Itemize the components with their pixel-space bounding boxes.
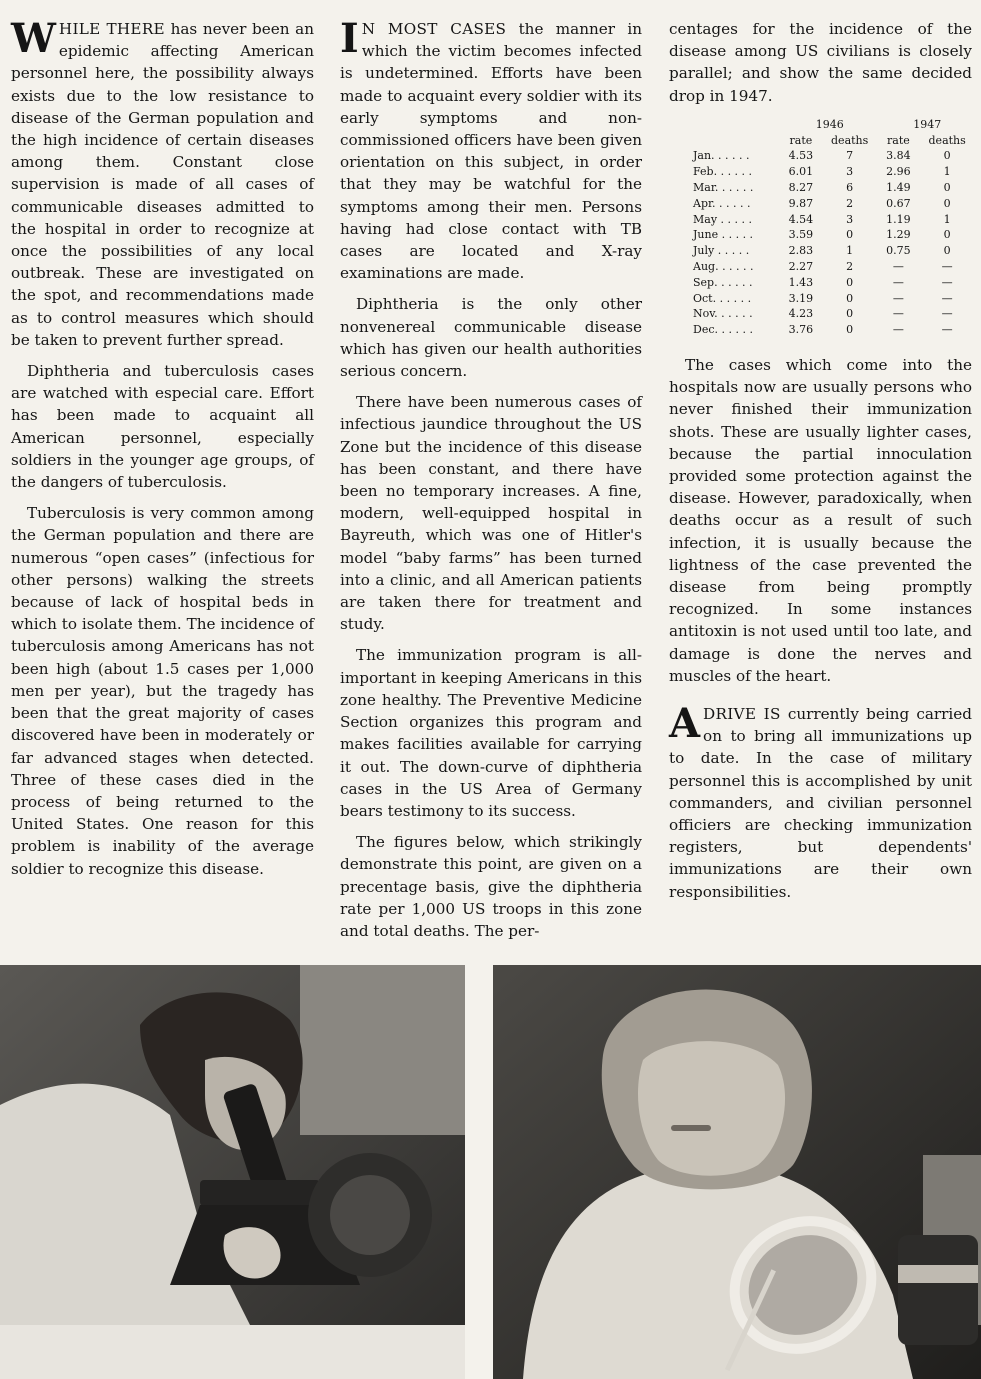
deaths-1947-cell: 1 (943, 165, 951, 179)
deaths-1947-cell: 0 (943, 196, 951, 210)
rate-1946-cell: 2.83 (788, 244, 814, 258)
rate-1947-cell: 0.67 (886, 196, 911, 210)
table-row (691, 227, 976, 243)
month-cell: Feb. . . . . . (693, 165, 753, 179)
paragraph: centages for the incidence of the disease among US civilians is closely parallel; and show the same decided drop in 1947. (669, 20, 972, 105)
paragraph (669, 700, 972, 903)
diphtheria-rate-table (691, 117, 976, 338)
deaths-1947-cell: — (941, 323, 953, 337)
month-cell: Apr. . . . . . (693, 196, 751, 210)
rate-1947-cell: — (892, 259, 904, 273)
rate-1946-cell: 1.43 (788, 275, 814, 289)
deaths-header: deaths (928, 133, 966, 147)
rate-1947-cell: 1.29 (886, 228, 911, 242)
paragraph-text: the manner in which the victim becomes infected is undetermined. Efforts have been made to acquaint every soldier with its early symptoms and non-commissioned officers have been given orientation on this subject, in order that they may be watchful for the symptoms among their men. Persons having had close contact with TB cases are located and X-ray examinations are made. (340, 20, 642, 283)
deaths-header: deaths (831, 133, 869, 147)
paragraph: The figures below, which strikingly demonstrate this point, are given on a precentage basis, give the diphtheria rate per 1,000 US troops in this zone and total deaths. The per- (340, 833, 642, 940)
paragraph (11, 15, 314, 351)
rate-1946-cell: 3.59 (788, 228, 814, 242)
deaths-1947-cell: 0 (943, 149, 951, 163)
deaths-1947-cell: — (941, 259, 953, 273)
table-row (691, 259, 976, 275)
rate-1946-cell: 4.53 (788, 149, 814, 163)
paragraph: The cases which come into the hospitals now are usually persons who never finished their immunization shots. These are usually lighter cases, because the partial innoculation provided some protection against the disease. However, paradoxically, when deaths occur as a result of such infection, it is usually because the lightness of the case prevented the disease from being promptly recognized. In some instances antitoxin is not used until too late, and damage is done the nerves and muscles of the heart. (669, 355, 972, 685)
year-1946-header: 1946 (815, 117, 844, 131)
deaths-1947-cell: — (941, 275, 953, 289)
deaths-1946-cell: 6 (846, 181, 854, 194)
month-cell: July . . . . . (693, 244, 750, 258)
deaths-1946-cell: 3 (846, 165, 854, 179)
deaths-1946-cell: 2 (846, 259, 854, 273)
month-cell: Aug. . . . . . (693, 259, 754, 273)
photo-woman-with-petri-dish-image (493, 965, 981, 1379)
deaths-1947-cell: 1 (943, 212, 951, 226)
table-row (691, 196, 976, 212)
deaths-1947-cell: 0 (943, 181, 951, 194)
rate-1946-cell: 9.87 (788, 196, 814, 210)
rate-1947-cell: — (892, 307, 904, 321)
article-column-1 (11, 15, 314, 889)
rate-1947-cell: — (892, 275, 904, 289)
deaths-1947-cell: 0 (943, 244, 951, 258)
month-cell: Dec. . . . . . (693, 323, 753, 337)
lead-in: DRIVE IS (703, 705, 781, 724)
table-row (691, 322, 976, 338)
paragraph (340, 15, 642, 284)
lead-in: N MOST CASES (361, 20, 507, 38)
rate-1946-cell: 8.27 (788, 181, 814, 194)
paragraph: There have been numerous cases of infectious jaundice throughout the US Zone but the incidence of this disease has been constant, and there have been no temporary increases. A fine, modern, well-equipped hospital in Bayreuth, which was one of Hitler's model “baby farms” has been turned into a clinic, and all American patients are taken there for treatment and study. (340, 393, 642, 634)
deaths-1946-cell: 7 (846, 149, 854, 163)
drop-cap: W (11, 15, 56, 62)
table-body (691, 148, 976, 338)
deaths-1946-cell: 3 (846, 212, 854, 226)
table-row (691, 180, 976, 196)
table-year-row (691, 117, 976, 133)
rate-1947-cell: 0.75 (886, 244, 911, 258)
paragraph-text: currently being carried on to bring all immunizations up to date. In the case of military personnel this is accomplished by unit commanders, and civilian personnel officiers are checking immunization registers, but dependents' immunizations are their own responsibilities. (669, 705, 972, 901)
rate-1946-cell: 3.19 (788, 291, 814, 305)
month-cell: Nov. . . . . . (693, 307, 753, 321)
table-row (691, 212, 976, 228)
year-1947-header: 1947 (913, 117, 942, 131)
deaths-1946-cell: 1 (846, 244, 854, 258)
deaths-1946-cell: 0 (846, 307, 854, 321)
table-row (691, 164, 976, 180)
rate-1946-cell: 4.54 (788, 212, 814, 226)
article-column-3 (669, 18, 972, 912)
photo-woman-at-microscope (0, 965, 465, 1379)
photo-woman-at-microscope-image (0, 965, 465, 1379)
table-corner-cell (691, 117, 781, 133)
rate-1946-cell: 6.01 (788, 165, 814, 179)
paragraph: The immunization program is all-important in keeping Americans in this zone healthy. The Preventive Medicine Section organizes this program and makes facilities available for carrying it out. The down-curve of diphtheria cases in the US Area of Germany bears testimony to its success. (340, 646, 642, 820)
rate-header: rate (789, 133, 813, 147)
rate-1947-cell: 1.19 (886, 212, 911, 226)
deaths-1946-cell: 2 (846, 196, 854, 210)
paragraph: Diphtheria is the only other nonvenereal communicable disease which has given our health authorities serious concern. (340, 295, 642, 381)
deaths-1947-cell: — (941, 307, 953, 321)
table-row (691, 275, 976, 291)
deaths-1947-cell: — (941, 291, 953, 305)
rate-header: rate (887, 133, 910, 147)
rate-1947-cell: 3.84 (886, 149, 911, 163)
rate-1946-cell: 3.76 (788, 323, 814, 337)
lead-in: HILE THERE (58, 20, 165, 38)
rate-1947-cell: 1.49 (886, 181, 911, 194)
table-column-header-row (691, 133, 976, 149)
month-cell: Sep. . . . . . (693, 275, 753, 289)
drop-cap: I (340, 15, 359, 62)
table-row (691, 291, 976, 307)
deaths-1947-cell: 0 (943, 228, 951, 242)
month-cell: Jan. . . . . . (693, 149, 750, 163)
table-corner-cell (691, 133, 781, 149)
table-row (691, 148, 976, 164)
rate-1947-cell: — (892, 323, 904, 337)
deaths-1946-cell: 0 (846, 291, 854, 305)
month-cell: Oct. . . . . . (693, 291, 752, 305)
paragraph-text: has never been an epidemic affecting American personnel here, the possibility always exists due to the low resistance to disease of the German population and the high incidence of certain diseases among them. Constant close supervision is made of all cases of communicable diseases admitted to the hospital in order to recognize at once the possibilities of any local outbreak. These are investigated on the spot, and recommendations made as to control measures which should be taken to prevent further spread. (11, 20, 314, 349)
article-column-2 (340, 15, 642, 951)
rate-1946-cell: 2.27 (788, 259, 814, 273)
paragraph: Tuberculosis is very common among the German population and there are numerous “open cases” (infectious for other persons) walking the streets because of lack of hospital beds in which to isolate them. The incidence of tuberculosis among Americans has not been high (about 1.5 cases per 1,000 men per year), but the tragedy has been that the great majority of cases discovered have been in moderately or far advanced stages when detected. Three of these cases died in the process of being returned to the United States. One reason for this problem is inability of the average soldier to recognize this disease. (11, 504, 314, 878)
paragraph: Diphtheria and tuberculosis cases are watched with especial care. Effort has been made to acquaint all American personnel, especially soldiers in the younger age groups, of the dangers of tuberculosis. (11, 362, 314, 492)
deaths-1946-cell: 0 (846, 228, 854, 242)
table-row (691, 243, 976, 259)
rate-1946-cell: 4.23 (788, 307, 814, 321)
drop-cap: A (669, 700, 701, 748)
deaths-1946-cell: 0 (846, 323, 854, 337)
photo-woman-with-petri-dish (493, 965, 981, 1379)
rate-1947-cell: — (892, 291, 904, 305)
table-row (691, 306, 976, 322)
month-cell: June . . . . . (693, 228, 754, 242)
month-cell: Mar. . . . . . (693, 181, 754, 194)
rate-1947-cell: 2.96 (886, 165, 911, 179)
month-cell: May . . . . . (693, 212, 753, 226)
deaths-1946-cell: 0 (846, 275, 854, 289)
